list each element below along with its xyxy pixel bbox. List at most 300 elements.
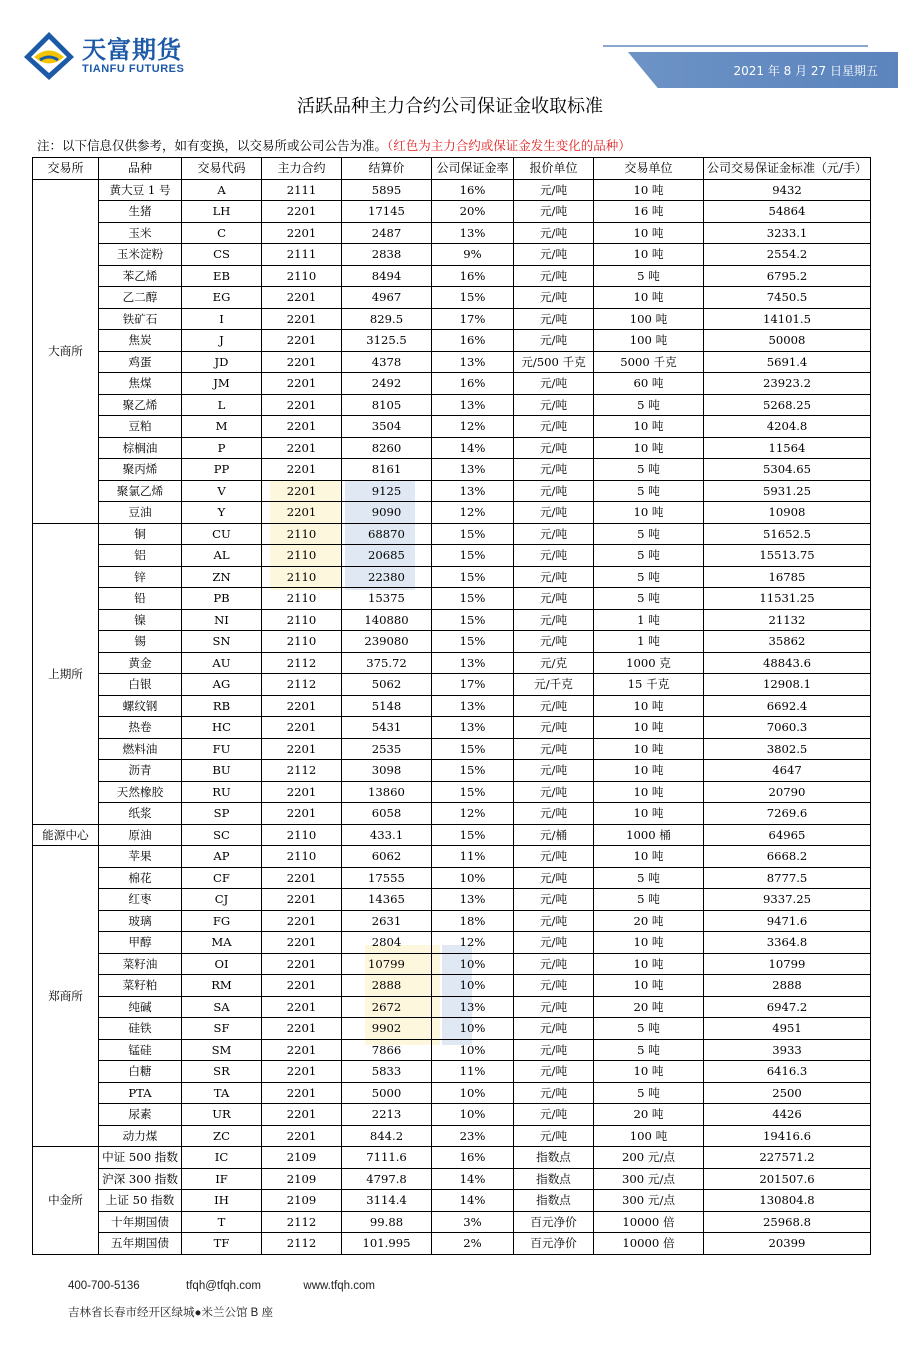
- trade-unit-cell: 5 吨: [594, 889, 704, 911]
- settle-price-cell: 140880: [342, 609, 432, 631]
- margin-rate-cell: 13%: [432, 459, 514, 481]
- table-row: [33, 738, 871, 760]
- contract-cell: 2110: [262, 609, 342, 631]
- table-row: [33, 1061, 871, 1083]
- product-cell: 白银: [99, 674, 182, 696]
- margin-amount-cell: 6692.4: [704, 695, 871, 717]
- margin-amount-cell: 14101.5: [704, 308, 871, 330]
- margin-rate-cell: 18%: [432, 910, 514, 932]
- quote-unit-cell: 元/吨: [514, 566, 594, 588]
- contract-cell: 2201: [262, 975, 342, 997]
- table-row: [33, 459, 871, 481]
- product-cell: 黄大豆 1 号: [99, 179, 182, 201]
- quote-unit-cell: 百元净价: [514, 1233, 594, 1255]
- trade-unit-cell: 5 吨: [594, 566, 704, 588]
- trade-unit-cell: 10 吨: [594, 179, 704, 201]
- contract-cell: 2201: [262, 932, 342, 954]
- margin-rate-cell: 16%: [432, 330, 514, 352]
- exchange-cell: 大商所: [33, 179, 99, 523]
- settle-price-cell: 3098: [342, 760, 432, 782]
- product-cell: 苯乙烯: [99, 265, 182, 287]
- product-cell: 生猪: [99, 201, 182, 223]
- table-row: [33, 1039, 871, 1061]
- product-cell: PTA: [99, 1082, 182, 1104]
- product-cell: 铝: [99, 545, 182, 567]
- trade-unit-cell: 10 吨: [594, 695, 704, 717]
- product-cell: 沪深 300 指数: [99, 1168, 182, 1190]
- contract-cell: 2201: [262, 738, 342, 760]
- contract-cell: 2201: [262, 502, 342, 524]
- contract-cell: 2111: [262, 179, 342, 201]
- margin-amount-cell: 11564: [704, 437, 871, 459]
- quote-unit-cell: 元/吨: [514, 1104, 594, 1126]
- margin-rate-cell: 10%: [432, 1039, 514, 1061]
- margin-amount-cell: 201507.6: [704, 1168, 871, 1190]
- trade-unit-cell: 10 吨: [594, 717, 704, 739]
- table-row: [33, 910, 871, 932]
- product-cell: 尿素: [99, 1104, 182, 1126]
- trade-unit-cell: 10 吨: [594, 975, 704, 997]
- column-header: 交易代码: [182, 158, 262, 180]
- settle-price-cell: 2492: [342, 373, 432, 395]
- margin-rate-cell: 13%: [432, 222, 514, 244]
- table-row: [33, 480, 871, 502]
- code-cell: LH: [182, 201, 262, 223]
- quote-unit-cell: 元/吨: [514, 373, 594, 395]
- table-row: [33, 781, 871, 803]
- code-cell: SC: [182, 824, 262, 846]
- settle-price-cell: 2213: [342, 1104, 432, 1126]
- settle-price-cell: 9090: [342, 502, 432, 524]
- settle-price-cell: 99.88: [342, 1211, 432, 1233]
- product-cell: 纸浆: [99, 803, 182, 825]
- code-cell: A: [182, 179, 262, 201]
- code-cell: IH: [182, 1190, 262, 1212]
- margin-rate-cell: 13%: [432, 351, 514, 373]
- quote-unit-cell: 元/吨: [514, 244, 594, 266]
- code-cell: AU: [182, 652, 262, 674]
- contract-cell: 2110: [262, 523, 342, 545]
- settle-price-cell: 5833: [342, 1061, 432, 1083]
- footer-phone: 400-700-5136: [68, 1280, 140, 1292]
- margin-rate-cell: 13%: [432, 480, 514, 502]
- product-cell: 黄金: [99, 652, 182, 674]
- margin-rate-cell: 14%: [432, 1168, 514, 1190]
- contract-cell: 2201: [262, 394, 342, 416]
- code-cell: TA: [182, 1082, 262, 1104]
- quote-unit-cell: 元/吨: [514, 523, 594, 545]
- margin-amount-cell: 25968.8: [704, 1211, 871, 1233]
- contract-cell: 2201: [262, 373, 342, 395]
- quote-unit-cell: 元/吨: [514, 738, 594, 760]
- margin-amount-cell: 7450.5: [704, 287, 871, 309]
- settle-price-cell: 3125.5: [342, 330, 432, 352]
- code-cell: CF: [182, 867, 262, 889]
- contract-cell: 2110: [262, 824, 342, 846]
- margin-amount-cell: 12908.1: [704, 674, 871, 696]
- contract-cell: 2111: [262, 244, 342, 266]
- settle-price-cell: 4967: [342, 287, 432, 309]
- margin-rate-cell: 13%: [432, 996, 514, 1018]
- settle-price-cell: 4797.8: [342, 1168, 432, 1190]
- quote-unit-cell: 元/吨: [514, 179, 594, 201]
- product-cell: 豆油: [99, 502, 182, 524]
- product-cell: 棕榈油: [99, 437, 182, 459]
- code-cell: SM: [182, 1039, 262, 1061]
- product-cell: 菜籽油: [99, 953, 182, 975]
- table-body: [33, 179, 871, 1254]
- settle-price-cell: 9902: [342, 1018, 432, 1040]
- table-row: [33, 1125, 871, 1147]
- logo-chinese-name: 天富期货: [82, 36, 182, 64]
- trade-unit-cell: 1000 桶: [594, 824, 704, 846]
- settle-price-cell: 2804: [342, 932, 432, 954]
- quote-unit-cell: 元/吨: [514, 1018, 594, 1040]
- quote-unit-cell: 元/桶: [514, 824, 594, 846]
- column-header: 主力合约: [262, 158, 342, 180]
- product-cell: 玉米: [99, 222, 182, 244]
- margin-amount-cell: 50008: [704, 330, 871, 352]
- footer-website[interactable]: www.tfqh.com: [303, 1280, 375, 1292]
- trade-unit-cell: 5 吨: [594, 867, 704, 889]
- code-cell: SA: [182, 996, 262, 1018]
- margin-rate-cell: 13%: [432, 695, 514, 717]
- quote-unit-cell: 元/吨: [514, 265, 594, 287]
- code-cell: JD: [182, 351, 262, 373]
- quote-unit-cell: 元/吨: [514, 609, 594, 631]
- margin-amount-cell: 5931.25: [704, 480, 871, 502]
- trade-unit-cell: 5 吨: [594, 480, 704, 502]
- settle-price-cell: 844.2: [342, 1125, 432, 1147]
- table-row: [33, 287, 871, 309]
- contract-cell: 2112: [262, 1233, 342, 1255]
- table-row: [33, 760, 871, 782]
- settle-price-cell: 7866: [342, 1039, 432, 1061]
- table-row: [33, 695, 871, 717]
- trade-unit-cell: 10000 倍: [594, 1211, 704, 1233]
- code-cell: SR: [182, 1061, 262, 1083]
- margin-rate-cell: 17%: [432, 308, 514, 330]
- quote-unit-cell: 元/吨: [514, 803, 594, 825]
- trade-unit-cell: 15 千克: [594, 674, 704, 696]
- product-cell: 甲醇: [99, 932, 182, 954]
- table-row: [33, 523, 871, 545]
- note-red-text: （红色为主力合约或保证金发生变化的品种）: [387, 138, 631, 153]
- margin-amount-cell: 21132: [704, 609, 871, 631]
- settle-price-cell: 2672: [342, 996, 432, 1018]
- margin-rate-cell: 17%: [432, 674, 514, 696]
- settle-price-cell: 5895: [342, 179, 432, 201]
- quote-unit-cell: 元/吨: [514, 717, 594, 739]
- margin-rate-cell: 15%: [432, 760, 514, 782]
- margin-amount-cell: 3802.5: [704, 738, 871, 760]
- product-cell: 硅铁: [99, 1018, 182, 1040]
- code-cell: MA: [182, 932, 262, 954]
- contract-cell: 2201: [262, 910, 342, 932]
- quote-unit-cell: 元/吨: [514, 545, 594, 567]
- quote-unit-cell: 元/吨: [514, 330, 594, 352]
- quote-unit-cell: 元/吨: [514, 846, 594, 868]
- trade-unit-cell: 10 吨: [594, 738, 704, 760]
- table-row: [33, 652, 871, 674]
- settle-price-cell: 22380: [342, 566, 432, 588]
- settle-price-cell: 8161: [342, 459, 432, 481]
- code-cell: Y: [182, 502, 262, 524]
- contract-cell: 2109: [262, 1168, 342, 1190]
- margin-amount-cell: 6416.3: [704, 1061, 871, 1083]
- table-row: [33, 179, 871, 201]
- table-row: [33, 1168, 871, 1190]
- contract-cell: 2201: [262, 803, 342, 825]
- settle-price-cell: 8105: [342, 394, 432, 416]
- product-cell: 红枣: [99, 889, 182, 911]
- code-cell: EG: [182, 287, 262, 309]
- trade-unit-cell: 5 吨: [594, 523, 704, 545]
- quote-unit-cell: 元/吨: [514, 932, 594, 954]
- product-cell: 苹果: [99, 846, 182, 868]
- table-row: [33, 222, 871, 244]
- margin-amount-cell: 9471.6: [704, 910, 871, 932]
- table-row: [33, 867, 871, 889]
- code-cell: CU: [182, 523, 262, 545]
- code-cell: TF: [182, 1233, 262, 1255]
- settle-price-cell: 2838: [342, 244, 432, 266]
- product-cell: 燃料油: [99, 738, 182, 760]
- code-cell: J: [182, 330, 262, 352]
- code-cell: ZC: [182, 1125, 262, 1147]
- quote-unit-cell: 元/吨: [514, 910, 594, 932]
- trade-unit-cell: 1000 克: [594, 652, 704, 674]
- code-cell: UR: [182, 1104, 262, 1126]
- product-cell: 铅: [99, 588, 182, 610]
- margin-rate-cell: 13%: [432, 889, 514, 911]
- quote-unit-cell: 元/吨: [514, 889, 594, 911]
- margin-amount-cell: 8777.5: [704, 867, 871, 889]
- company-logo: [22, 30, 184, 82]
- column-header: 公司保证金率: [432, 158, 514, 180]
- trade-unit-cell: 1 吨: [594, 609, 704, 631]
- margin-amount-cell: 5304.65: [704, 459, 871, 481]
- code-cell: C: [182, 222, 262, 244]
- code-cell: AG: [182, 674, 262, 696]
- product-cell: 豆粕: [99, 416, 182, 438]
- code-cell: SN: [182, 631, 262, 653]
- product-cell: 焦煤: [99, 373, 182, 395]
- quote-unit-cell: 指数点: [514, 1147, 594, 1169]
- margin-amount-cell: 4204.8: [704, 416, 871, 438]
- table-row: [33, 609, 871, 631]
- footer-email[interactable]: tfqh@tfqh.com: [186, 1280, 261, 1292]
- product-cell: 聚乙烯: [99, 394, 182, 416]
- margin-amount-cell: 16785: [704, 566, 871, 588]
- table-row: [33, 373, 871, 395]
- contract-cell: 2201: [262, 1082, 342, 1104]
- product-cell: 上证 50 指数: [99, 1190, 182, 1212]
- product-cell: 玻璃: [99, 910, 182, 932]
- table-row: [33, 244, 871, 266]
- product-cell: 纯碱: [99, 996, 182, 1018]
- trade-unit-cell: 300 元/点: [594, 1190, 704, 1212]
- margin-rate-cell: 15%: [432, 631, 514, 653]
- margin-amount-cell: 5268.25: [704, 394, 871, 416]
- quote-unit-cell: 元/吨: [514, 1039, 594, 1061]
- margin-table: [32, 157, 871, 1255]
- quote-unit-cell: 元/吨: [514, 975, 594, 997]
- table-row: [33, 588, 871, 610]
- settle-price-cell: 14365: [342, 889, 432, 911]
- trade-unit-cell: 100 吨: [594, 308, 704, 330]
- contract-cell: 2201: [262, 695, 342, 717]
- exchange-cell: 中金所: [33, 1147, 99, 1255]
- margin-rate-cell: 15%: [432, 523, 514, 545]
- code-cell: T: [182, 1211, 262, 1233]
- exchange-cell: 上期所: [33, 523, 99, 824]
- margin-rate-cell: 10%: [432, 953, 514, 975]
- footer-contact: [68, 1280, 375, 1292]
- code-cell: HC: [182, 717, 262, 739]
- margin-amount-cell: 23923.2: [704, 373, 871, 395]
- contract-cell: 2201: [262, 781, 342, 803]
- code-cell: AL: [182, 545, 262, 567]
- quote-unit-cell: 元/吨: [514, 631, 594, 653]
- trade-unit-cell: 5 吨: [594, 459, 704, 481]
- code-cell: RB: [182, 695, 262, 717]
- trade-unit-cell: 60 吨: [594, 373, 704, 395]
- product-cell: 天然橡胶: [99, 781, 182, 803]
- margin-amount-cell: 9337.25: [704, 889, 871, 911]
- product-cell: 铜: [99, 523, 182, 545]
- margin-rate-cell: 15%: [432, 287, 514, 309]
- margin-rate-cell: 14%: [432, 1190, 514, 1212]
- settle-price-cell: 2535: [342, 738, 432, 760]
- margin-amount-cell: 3364.8: [704, 932, 871, 954]
- product-cell: 沥青: [99, 760, 182, 782]
- contract-cell: 2201: [262, 1125, 342, 1147]
- code-cell: NI: [182, 609, 262, 631]
- trade-unit-cell: 300 元/点: [594, 1168, 704, 1190]
- contract-cell: 2201: [262, 717, 342, 739]
- code-cell: CS: [182, 244, 262, 266]
- settle-price-cell: 15375: [342, 588, 432, 610]
- exchange-cell: 郑商所: [33, 846, 99, 1147]
- quote-unit-cell: 指数点: [514, 1168, 594, 1190]
- trade-unit-cell: 10000 倍: [594, 1233, 704, 1255]
- settle-price-cell: 4378: [342, 351, 432, 373]
- product-cell: 热卷: [99, 717, 182, 739]
- margin-amount-cell: 4951: [704, 1018, 871, 1040]
- quote-unit-cell: 百元净价: [514, 1211, 594, 1233]
- column-header: 公司交易保证金标准（元/手）: [704, 158, 871, 180]
- product-cell: 锰硅: [99, 1039, 182, 1061]
- code-cell: IF: [182, 1168, 262, 1190]
- table-row: [33, 889, 871, 911]
- table-row: [33, 1082, 871, 1104]
- product-cell: 十年期国债: [99, 1211, 182, 1233]
- table-row: [33, 416, 871, 438]
- contract-cell: 2201: [262, 201, 342, 223]
- table-row: [33, 1018, 871, 1040]
- quote-unit-cell: 元/吨: [514, 1125, 594, 1147]
- settle-price-cell: 17145: [342, 201, 432, 223]
- contract-cell: 2110: [262, 566, 342, 588]
- quote-unit-cell: 元/千克: [514, 674, 594, 696]
- page-title: 活跃品种主力合约公司保证金收取标准: [297, 96, 603, 117]
- settle-price-cell: 8260: [342, 437, 432, 459]
- margin-rate-cell: 20%: [432, 201, 514, 223]
- column-header: 交易所: [33, 158, 99, 180]
- code-cell: M: [182, 416, 262, 438]
- contract-cell: 2201: [262, 953, 342, 975]
- margin-rate-cell: 13%: [432, 717, 514, 739]
- report-date: 2021 年 8 月 27 日星期五: [733, 64, 878, 78]
- quote-unit-cell: 元/吨: [514, 1082, 594, 1104]
- product-cell: 鸡蛋: [99, 351, 182, 373]
- margin-rate-cell: 10%: [432, 867, 514, 889]
- quote-unit-cell: 元/吨: [514, 437, 594, 459]
- contract-cell: 2201: [262, 437, 342, 459]
- margin-amount-cell: 2500: [704, 1082, 871, 1104]
- contract-cell: 2201: [262, 1018, 342, 1040]
- table-row: [33, 201, 871, 223]
- contract-cell: 2201: [262, 459, 342, 481]
- settle-price-cell: 3114.4: [342, 1190, 432, 1212]
- table-row: [33, 824, 871, 846]
- margin-rate-cell: 12%: [432, 803, 514, 825]
- product-cell: 五年期国债: [99, 1233, 182, 1255]
- margin-rate-cell: 16%: [432, 179, 514, 201]
- contract-cell: 2201: [262, 416, 342, 438]
- contract-cell: 2110: [262, 846, 342, 868]
- trade-unit-cell: 5 吨: [594, 1039, 704, 1061]
- quote-unit-cell: 元/吨: [514, 416, 594, 438]
- code-cell: JM: [182, 373, 262, 395]
- settle-price-cell: 239080: [342, 631, 432, 653]
- quote-unit-cell: 元/吨: [514, 308, 594, 330]
- quote-unit-cell: 元/吨: [514, 996, 594, 1018]
- margin-amount-cell: 20790: [704, 781, 871, 803]
- contract-cell: 2201: [262, 996, 342, 1018]
- product-cell: 动力煤: [99, 1125, 182, 1147]
- code-cell: AP: [182, 846, 262, 868]
- margin-rate-cell: 11%: [432, 846, 514, 868]
- logo-english-name: TIANFU FUTURES: [82, 63, 185, 75]
- trade-unit-cell: 10 吨: [594, 846, 704, 868]
- margin-rate-cell: 10%: [432, 1104, 514, 1126]
- trade-unit-cell: 5 吨: [594, 588, 704, 610]
- margin-amount-cell: 4647: [704, 760, 871, 782]
- code-cell: CJ: [182, 889, 262, 911]
- margin-amount-cell: 19416.6: [704, 1125, 871, 1147]
- margin-rate-cell: 15%: [432, 588, 514, 610]
- settle-price-cell: 829.5: [342, 308, 432, 330]
- product-cell: 镍: [99, 609, 182, 631]
- header-rule: [603, 45, 868, 47]
- margin-rate-cell: 15%: [432, 781, 514, 803]
- table-row: [33, 631, 871, 653]
- product-cell: 乙二醇: [99, 287, 182, 309]
- contract-cell: 2201: [262, 480, 342, 502]
- settle-price-cell: 5431: [342, 717, 432, 739]
- contract-cell: 2201: [262, 222, 342, 244]
- contract-cell: 2110: [262, 631, 342, 653]
- margin-amount-cell: 9432: [704, 179, 871, 201]
- margin-rate-cell: 9%: [432, 244, 514, 266]
- table-row: [33, 1147, 871, 1169]
- contract-cell: 2201: [262, 330, 342, 352]
- trade-unit-cell: 20 吨: [594, 996, 704, 1018]
- margin-amount-cell: 64965: [704, 824, 871, 846]
- table-row: [33, 1190, 871, 1212]
